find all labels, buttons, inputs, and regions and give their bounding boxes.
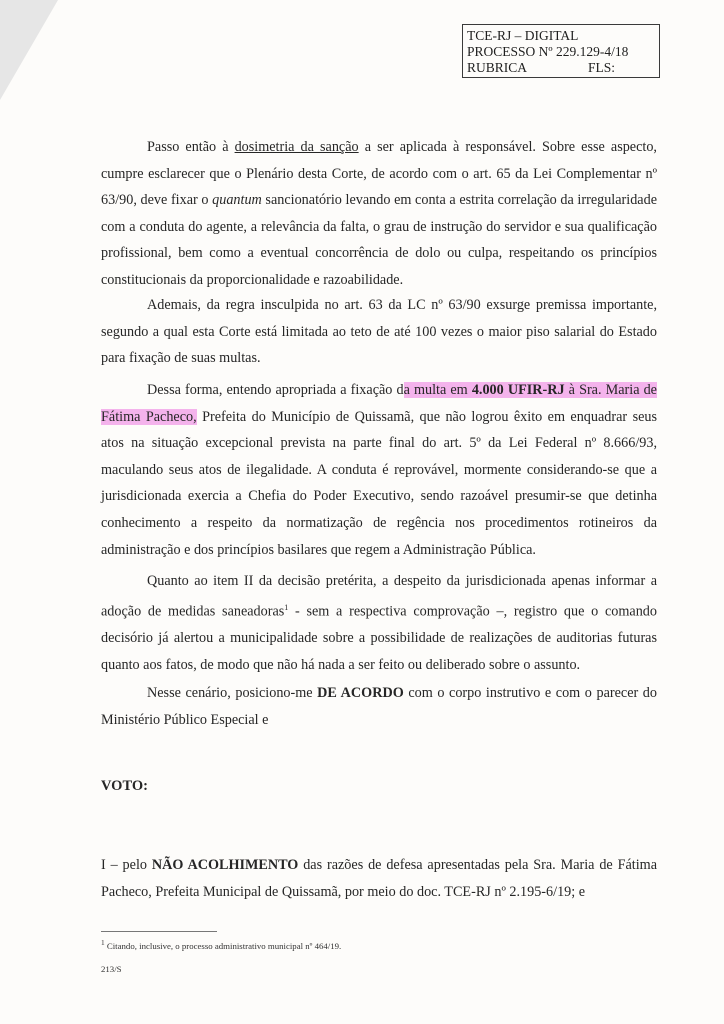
footnote [101,938,341,951]
paragraph-fixacao-multa [101,377,657,563]
p3-text-c: Prefeita do Município de Quissamã, que não logrou êxito em enquadrar seus atos na situação excepcional prevista na parte final do art. 5º da Lei Federal nº 8.666/93, maculando seus atos de ilegalidade. A conduta é reprovável, mormente considerando-se que a jurisdicionada exercia a Chefia do Poder Executivo, sendo razoável presumir-se que detinha conhecimento a respeito da normatização de regência nos procedimentos rotineiros da administração e dos princípios basilares que regem a Administração Pública. [101,408,657,558]
voto-heading: VOTO: [101,778,148,794]
stamp-line-digital: TCE-RJ – DIGITAL [467,28,579,43]
stamp-rubrica-label: RUBRICA [467,60,528,75]
p4-text-a: Quanto ao item II da decisão pretérita, a despeito da jurisdicionada apenas informar a adoção de medidas saneadoras [101,573,657,620]
item1-text-c: das razões de defesa apresentadas pela Sra. Maria de Fátima Pacheco, Prefeita Municipal de Quissamã, por meio do doc. TCE-RJ nº 2.195-6/19; e [101,857,657,900]
p3-text-a: Dessa forma, entendo apropriada a fixação d [147,382,404,398]
p1-italic-term: quantum [212,192,262,209]
paragraph-teto-multas [101,292,657,372]
p2-text: Ademais, da regra insculpida no art. 63 da LC nº 63/90 exsurge premissa importante, segundo a qual esta Corte está limitada ao teto de até 100 vezes o maior piso salarial do Estado para fixação de suas multas. [101,297,657,367]
p3-highlight-text-2: à Sra. Maria de Fátima Pacheco, [101,382,657,425]
p5-bold-de-acordo: DE ACORDO [317,685,404,701]
page-corner-fold [0,0,58,100]
page-code: 213/S [101,964,122,974]
stamp-fls-label: FLS: [587,60,615,75]
p1-underlined-term: dosimetria da sanção [234,139,359,155]
p3-highlight-text-1: a multa em [403,382,472,398]
p5-text-c: com o corpo instrutivo e com o parecer do Ministério Público Especial e [101,685,657,728]
p3-fine-amount: 4.000 UFIR-RJ [471,382,565,398]
p4-text-b: - sem a respectiva comprovação –, registro que o comando decisório já alertou a municipalidade sobre a possibilidade de realizações de auditorias futuras quanto aos fatos, de modo que não há nada a ser feito ou deliberado sobre o assunto. [101,603,657,673]
item-i-nao-acolhimento [101,852,657,905]
stamp-line-process: PROCESSO Nº 229.129-4/18 [467,44,629,59]
footnote-ref: 1 [284,602,289,612]
p1-text-b: a ser aplicada à responsável. Sobre esse aspecto, cumpre esclarecer que o Plenário desta Corte, de acordo com o art. 65 da Lei Complementar nº 63/90, deve fixar o [101,139,657,209]
item1-text-a: I – pelo [101,857,152,873]
paragraph-dosimetria [101,134,657,294]
paragraph-item-ii [101,568,657,678]
footnote-number: 1 [101,938,105,947]
paragraph-de-acordo [101,680,657,733]
footnote-divider [101,931,217,932]
item1-bold-term: NÃO ACOLHIMENTO [151,857,299,873]
process-stamp-box [462,24,660,78]
stamp-line-rubrica [467,60,655,76]
footnote-text: Citando, inclusive, o processo administrativo municipal nº 464/19. [104,940,342,951]
p1-text-a: Passo então à [147,139,235,155]
p1-text-c: sancionatório levando em conta a estrita correlação da irregularidade com a conduta do agente, a relevância da falta, o grau de instrução do servidor e sua qualificação profissional, bem como a eventual concorrência de dolo ou culpa, respeitando os princípios constitucionais da proporcionalidade e razoabilidade. [101,192,657,288]
p5-text-a: Nesse cenário, posiciono-me [147,685,318,701]
